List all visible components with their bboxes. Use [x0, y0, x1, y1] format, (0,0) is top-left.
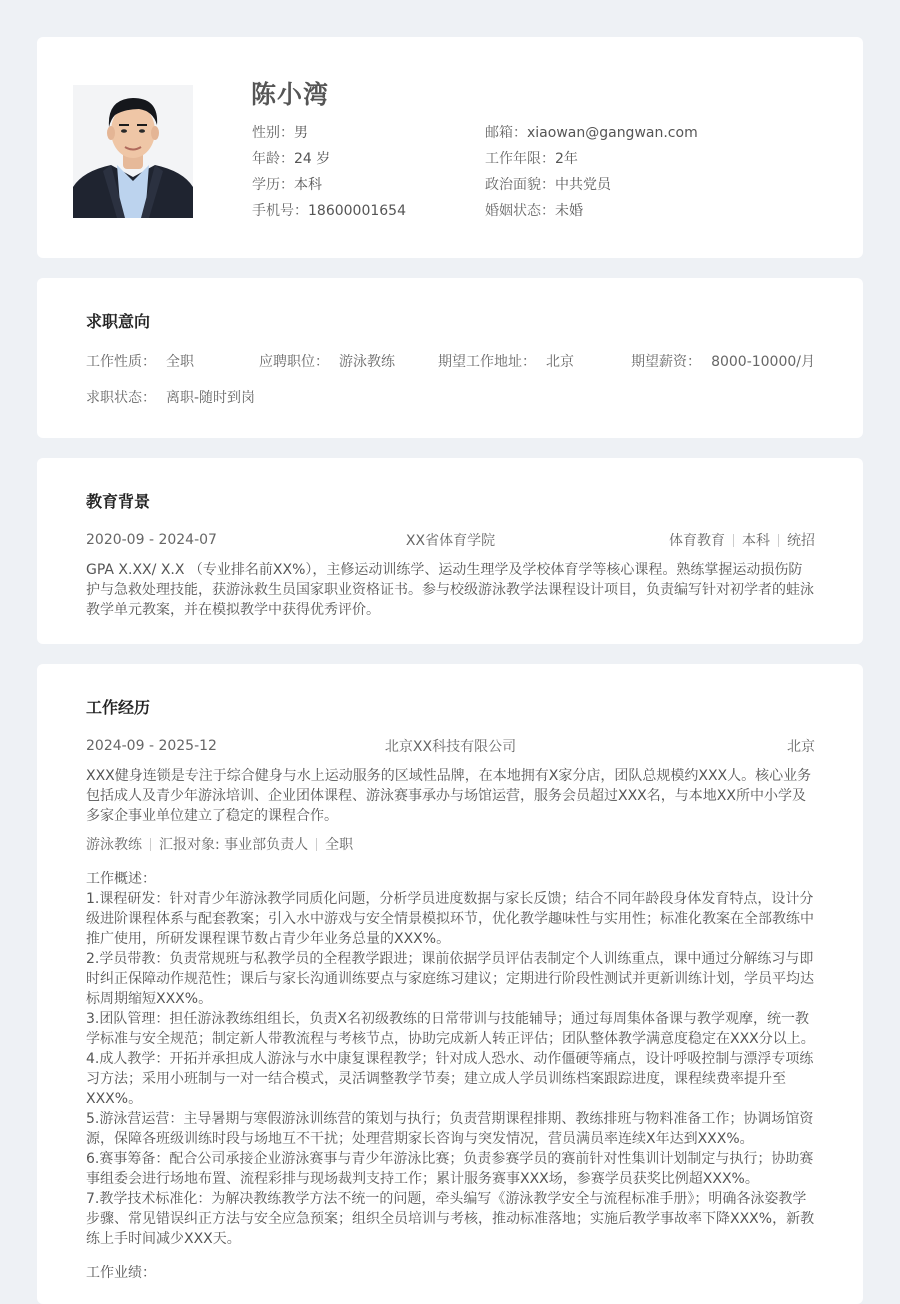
email-field	[485, 120, 698, 146]
overview-line: 源，保障各班级训练时段与场地互不干扰；处理营期家长咨询与突发情况，营员满员率连续X年达到XXX%。	[86, 1131, 754, 1147]
overview-line: 3.团队管理：担任游泳教练组组长，负责X名初级教练的日常带训与技能辅导；通过每周集体备课与教学观摩，统一教	[86, 1011, 809, 1027]
tag-divider	[778, 534, 779, 547]
overview-line: 级进阶课程体系与配套教案；引入水中游戏与安全情景模拟环节，优化教学趣味性与实用性；标准化教案在全部教练中	[86, 911, 814, 927]
info-column-left	[252, 120, 406, 224]
paragraph-line: 多家企事业单位建立了稳定的课程合作。	[86, 808, 338, 824]
paragraph-line: 教学单元教案，并在模拟教学中获得优秀评价。	[86, 602, 380, 618]
marital-status-value: 未婚	[555, 203, 583, 219]
info-column-right	[485, 120, 698, 224]
tag-divider	[733, 534, 734, 547]
work-experience-card	[37, 664, 863, 1304]
intent-status-value: 离职-随时到岗	[166, 390, 256, 406]
overview-line: 7.教学技术标准化：为解决教练教学方法不统一的问题，牵头编写《游泳教学安全与流程标准手册》；明确各泳姿教学	[86, 1191, 807, 1207]
work-header-row	[86, 736, 815, 756]
intent-position-label: 应聘职位：	[259, 354, 329, 370]
overview-line: 4.成人教学：开拓并承担成人游泳与水中康复课程教学；针对成人恐水、动作僵硬等痛点，设计呼吸控制与漂浮专项练	[86, 1051, 814, 1067]
degree-value: 本科	[294, 177, 322, 193]
age-value: 24 岁	[294, 151, 331, 167]
work-city: 北京	[787, 739, 815, 755]
work-years-label: 工作年限：	[485, 151, 555, 167]
education-major: 体育教育	[669, 533, 725, 549]
candidate-name: 陈小湾	[251, 80, 330, 109]
email-label: 邮箱：	[485, 125, 527, 141]
overview-line: 习方法；采用小班制与一对一结合模式，灵活调整教学节奏；建立成人学员训练档案跟踪进度，课程续费率提升至	[86, 1071, 786, 1087]
overview-line: 事组委会进行场地布置、流程彩排与现场裁判支持工作；累计服务赛事XXX场，参赛学员获奖比例超XXX%。	[86, 1171, 759, 1187]
intent-status	[86, 387, 255, 407]
overview-line: 步骤、常见错误纠正方法与安全应急预案；组织全员培训与考核，推动标准落地；实施后教学事故率下降XXX%，新教	[86, 1211, 815, 1227]
job-intent-card	[37, 278, 863, 438]
paragraph-line: XXX健身连锁是专注于综合健身与水上运动服务的区域性品牌，在本地拥有X家分店，团队总规模约XXX人。核心业务	[86, 768, 812, 784]
company-description	[86, 766, 818, 826]
political-status-label: 政治面貌：	[485, 177, 555, 193]
phone-value: 18600001654	[308, 203, 406, 219]
intent-job-type-label: 工作性质：	[86, 354, 156, 370]
intent-job-type-value: 全职	[166, 354, 194, 370]
education-header-row	[86, 530, 815, 550]
political-status-field	[485, 172, 698, 198]
tag-divider	[150, 838, 151, 851]
work-role: 游泳教练	[86, 837, 142, 853]
overview-line: 标周期缩短XXX%。	[86, 991, 213, 1007]
paragraph-line: 护与急救处理技能，获游泳救生员国家职业资格证书。参与校级游泳教学法课程设计项目，负责编写针对初学者的蛙泳	[86, 582, 814, 598]
intent-location	[438, 351, 574, 371]
gender-field	[252, 120, 406, 146]
email-value: xiaowan@gangwan.com	[527, 125, 698, 141]
political-status-value: 中共党员	[555, 177, 611, 193]
overview-line: 学标准与安全规范；制定新人带教流程与考核节点，协助完成新人转正评估；团队整体教学满意度稳定在XXX分以上。	[86, 1031, 815, 1047]
intent-location-label: 期望工作地址：	[438, 354, 536, 370]
overview-line: 时纠正保障动作规范性；课后与家长沟通训练要点与家庭练习建议；定期进行阶段性测试并更新训练计划，学员平均达	[86, 971, 814, 987]
degree-field	[252, 172, 406, 198]
achievements-label: 工作业绩：	[86, 1265, 156, 1281]
section-title-intent: 求职意向	[86, 312, 151, 331]
intent-salary-label: 期望薪资：	[631, 354, 702, 370]
education-enrollment: 统招	[787, 533, 815, 549]
overview-line: 6.赛事筹备：配合公司承接企业游泳赛事与青少年游泳比赛；负责参赛学员的赛前针对性集训计划制定与执行；协助赛	[86, 1151, 814, 1167]
paragraph-line: GPA X.XX/ X.X （专业排名前XX%），主修运动训练学、运动生理学及学校体育学等核心课程。熟练掌握运动损伤防	[86, 562, 803, 578]
age-label: 年龄：	[252, 151, 294, 167]
intent-location-value: 北京	[546, 354, 574, 370]
marital-status-label: 婚姻状态：	[485, 203, 555, 219]
overview-label: 工作概述：	[86, 871, 156, 887]
phone-label: 手机号：	[252, 203, 308, 219]
intent-salary	[631, 351, 815, 371]
degree-label: 学历：	[252, 177, 294, 193]
intent-job-type	[86, 351, 194, 371]
education-card	[37, 458, 863, 644]
work-company: 北京XX科技有限公司	[384, 739, 517, 755]
phone-field	[252, 198, 406, 224]
tag-divider	[316, 838, 317, 851]
overview-line: XXX%。	[86, 1091, 143, 1107]
work-employment-type: 全职	[325, 837, 354, 853]
intent-status-label: 求职状态：	[86, 390, 156, 406]
work-period: 2024-09 - 2025-12	[86, 738, 217, 754]
section-title-work: 工作经历	[86, 698, 151, 717]
work-years-value: 2年	[555, 151, 578, 167]
education-school: XX省体育学院	[405, 533, 496, 549]
overview-line: 1.课程研发：针对青少年游泳教学同质化问题，分析学员进度数据与家长反馈；结合不同年龄段身体发育特点，设计分	[86, 891, 814, 907]
education-period: 2020-09 - 2024-07	[86, 532, 217, 548]
avatar-photo	[73, 85, 193, 218]
age-field	[252, 146, 406, 172]
education-degree: 本科	[742, 533, 770, 549]
education-description	[86, 560, 818, 620]
overview-line: 2.学员带教：负责常规班与私教学员的全程教学跟进；课前依据学员评估表制定个人训练重点，课中通过分解练习与即	[86, 951, 814, 967]
overview-line: 推广使用，所研发课程课节数占青少年业务总量的XXX%。	[86, 931, 451, 947]
gender-label: 性别：	[252, 125, 294, 141]
paragraph-line: 包括成人及青少年游泳培训、企业团体课程、游泳赛事承办与场馆运营，服务会员超过XXX名，与本地XX所中小学及	[86, 788, 806, 804]
overview-line: 练上手时间减少XXX天。	[86, 1231, 241, 1247]
portrait-image	[73, 85, 193, 218]
intent-position	[259, 351, 395, 371]
intent-position-value: 游泳教练	[339, 354, 395, 370]
gender-value: 男	[294, 125, 308, 141]
basic-info-card	[37, 37, 863, 258]
work-overview	[86, 869, 818, 1283]
work-tags	[86, 834, 815, 854]
section-title-education: 教育背景	[86, 492, 151, 511]
education-tags	[595, 530, 815, 550]
overview-line: 5.游泳营运营：主导暑期与寒假游泳训练营的策划与执行；负责营期课程排期、教练排班与物料准备工作；协调场馆资	[86, 1111, 814, 1127]
work-report-to: 汇报对象: 事业部负责人	[159, 837, 309, 853]
marital-status-field	[485, 198, 698, 224]
work-years-field	[485, 146, 698, 172]
intent-salary-value: 8000-10000/月	[711, 354, 815, 370]
